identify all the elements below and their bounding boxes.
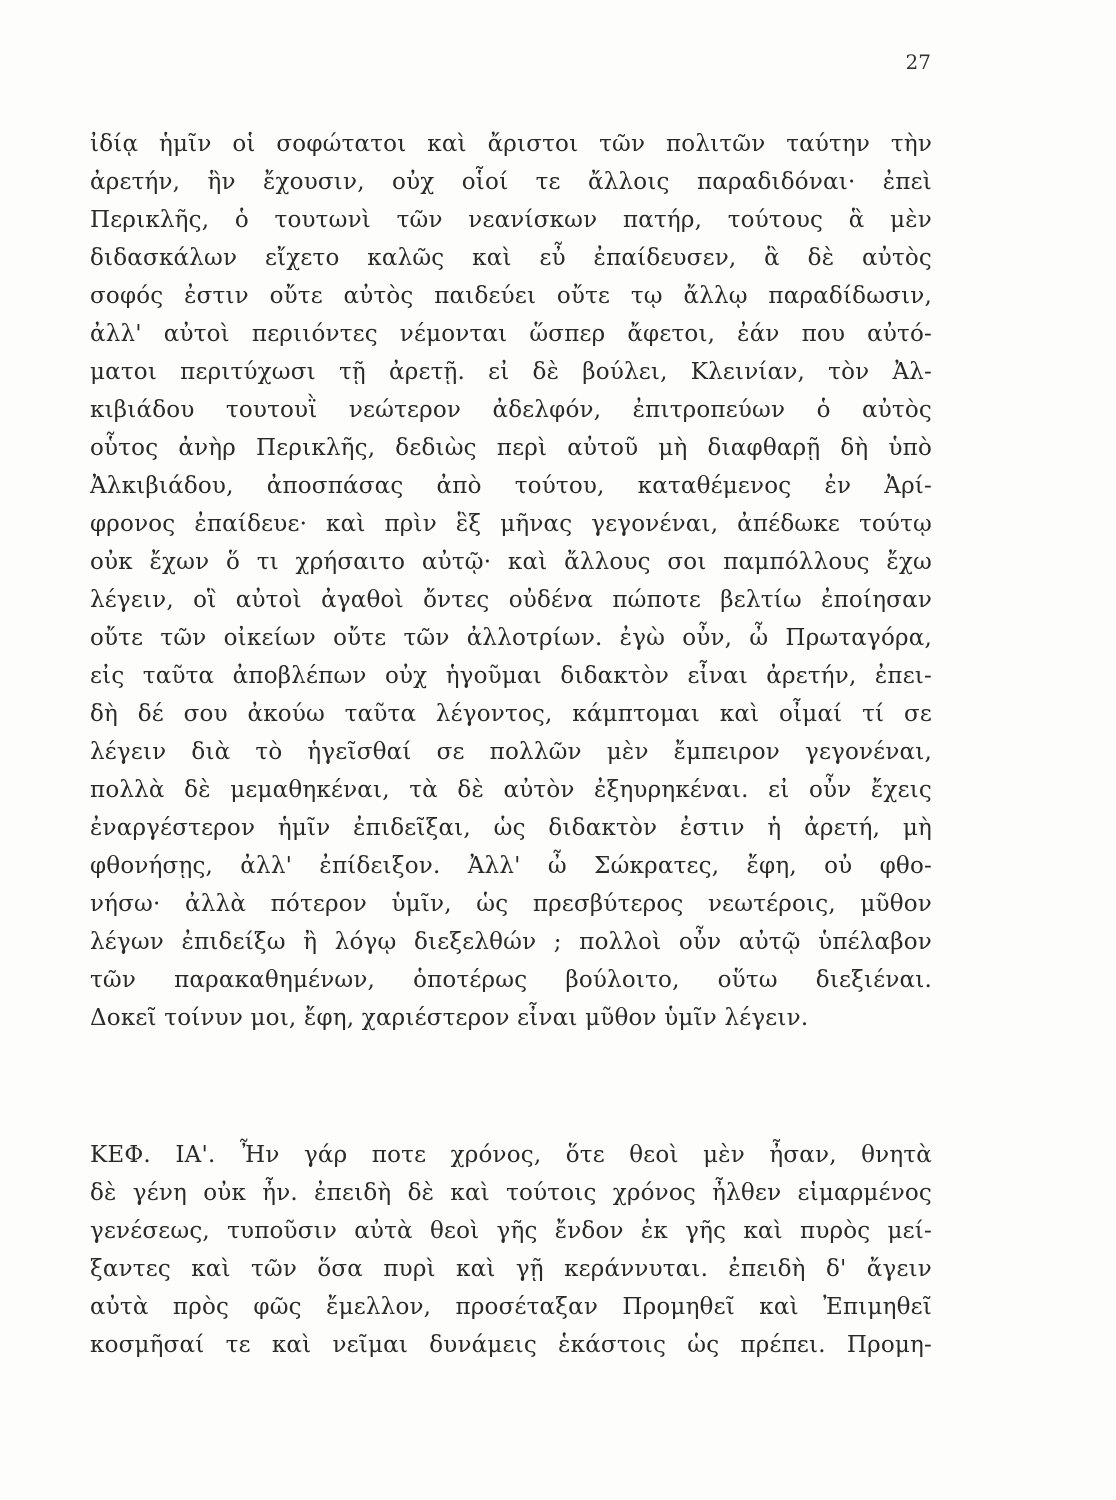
text-line: ἀρετήν, ἣν ἔχουσιν, οὐχ οἷοί τε ἄλλοις παραδιδόναι· ἐπεὶ — [90, 169, 932, 195]
text-line: σοφός ἐστιν οὔτε αὐτὸς παιδεύει οὔτε τῳ ἄλλῳ παραδίδωσιν, — [90, 283, 932, 309]
text-line: Ἀλκιβιάδου, ἀποσπάσας ἀπὸ τούτου, καταθέμενος ἐν Ἀρί- — [90, 473, 932, 499]
text-line: δὲ γένη οὐκ ἦν. ἐπειδὴ δὲ καὶ τούτοις χρόνος ἦλθεν εἱμαρμένος — [90, 1180, 932, 1206]
text-line: λέγειν διὰ τὸ ἡγεῖσθαί σε πολλῶν μὲν ἔμπειρον γεγονέναι, — [90, 739, 932, 765]
text-line: ΚΕΦ. ΙΑ'. Ἦν γάρ ποτε χρόνος, ὅτε θεοὶ μὲν ἦσαν, θνητὰ — [90, 1142, 932, 1168]
text-line: ματοι περιτύχωσι τῇ ἀρετῇ. εἰ δὲ βούλει, Κλεινίαν, τὸν Ἀλ- — [90, 359, 932, 385]
text-line: αὐτὰ πρὸς φῶς ἔμελλον, προσέταξαν Προμηθεῖ καὶ Ἐπιμηθεῖ — [90, 1294, 932, 1320]
text-line: γενέσεως, τυποῦσιν αὐτὰ θεοὶ γῆς ἔνδον ἐκ γῆς καὶ πυρὸς μεί- — [90, 1218, 932, 1244]
paragraph-2 — [90, 1136, 932, 1364]
text-line: φθονήσῃς, ἀλλ' ἐπίδειξον. Ἀλλ' ὦ Σώκρατες, ἔφη, οὐ φθο- — [90, 853, 932, 879]
paragraph-1 — [90, 125, 932, 1037]
text-line: εἰς ταῦτα ἀποβλέπων οὐχ ἡγοῦμαι διδακτὸν εἶναι ἀρετήν, ἐπει- — [90, 663, 932, 689]
text-line: νήσω· ἀλλὰ πότερον ὑμῖν, ὡς πρεσβύτερος νεωτέροις, μῦθον — [90, 891, 932, 917]
text-line: κιβιάδου τουτουῒ νεώτερον ἀδελφόν, ἐπιτροπεύων ὁ αὐτὸς — [90, 397, 932, 423]
text-line: ἀλλ' αὐτοὶ περιιόντες νέμονται ὥσπερ ἄφετοι, ἐάν που αὐτό- — [90, 321, 932, 347]
text-line: οὔτε τῶν οἰκείων οὔτε τῶν ἀλλοτρίων. ἐγὼ οὖν, ὦ Πρωταγόρα, — [90, 625, 932, 651]
page-number: 27 — [905, 50, 931, 74]
text-line: ξαντες καὶ τῶν ὅσα πυρὶ καὶ γῇ κεράννυται. ἐπειδὴ δ' ἄγειν — [90, 1256, 932, 1282]
text-line: οὗτος ἀνὴρ Περικλῆς, δεδιὼς περὶ αὐτοῦ μὴ διαφθαρῇ δὴ ὑπὸ — [90, 435, 932, 461]
text-line: ἐναργέστερον ἡμῖν ἐπιδεῖξαι, ὡς διδακτὸν ἐστιν ἡ ἀρετή, μὴ — [90, 815, 932, 841]
text-line: Δοκεῖ τοίνυν μοι, ἔφη, χαριέστερον εἶναι μῦθον ὑμῖν λέγειν. — [90, 1005, 809, 1031]
text-line: κοσμῆσαί τε καὶ νεῖμαι δυνάμεις ἑκάστοις ὡς πρέπει. Προμη- — [90, 1332, 932, 1358]
text-line: διδασκάλων εἴχετο καλῶς καὶ εὖ ἐπαίδευσεν, ἃ δὲ αὐτὸς — [90, 245, 932, 271]
text-line: λέγων ἐπιδείξω ἢ λόγῳ διεξελθών ; πολλοὶ οὖν αὐτῷ ὑπέλαβον — [90, 929, 932, 955]
text-line: οὐκ ἔχων ὅ τι χρήσαιτο αὐτῷ· καὶ ἄλλους σοι παμπόλλους ἔχω — [90, 549, 932, 575]
text-line: ἰδίᾳ ἡμῖν οἱ σοφώτατοι καὶ ἄριστοι τῶν πολιτῶν ταύτην τὴν — [90, 131, 932, 157]
text-line: πολλὰ δὲ μεμαθηκέναι, τὰ δὲ αὐτὸν ἐξηυρηκέναι. εἰ οὖν ἔχεις — [90, 777, 932, 803]
text-line: δὴ δέ σου ἀκούω ταῦτα λέγοντος, κάμπτομαι καὶ οἶμαί τί σε — [90, 701, 932, 727]
text-line: φρονος ἐπαίδευε· καὶ πρὶν ἓξ μῆνας γεγονέναι, ἀπέδωκε τούτῳ — [90, 511, 932, 537]
text-line: τῶν παρακαθημένων, ὁποτέρως βούλοιτο, οὕτω διεξιέναι. — [90, 967, 932, 993]
text-line: Περικλῆς, ὁ τουτωνὶ τῶν νεανίσκων πατήρ, τούτους ἃ μὲν — [90, 207, 932, 233]
text-line: λέγειν, οἳ αὐτοὶ ἀγαθοὶ ὄντες οὐδένα πώποτε βελτίω ἐποίησαν — [90, 587, 932, 613]
